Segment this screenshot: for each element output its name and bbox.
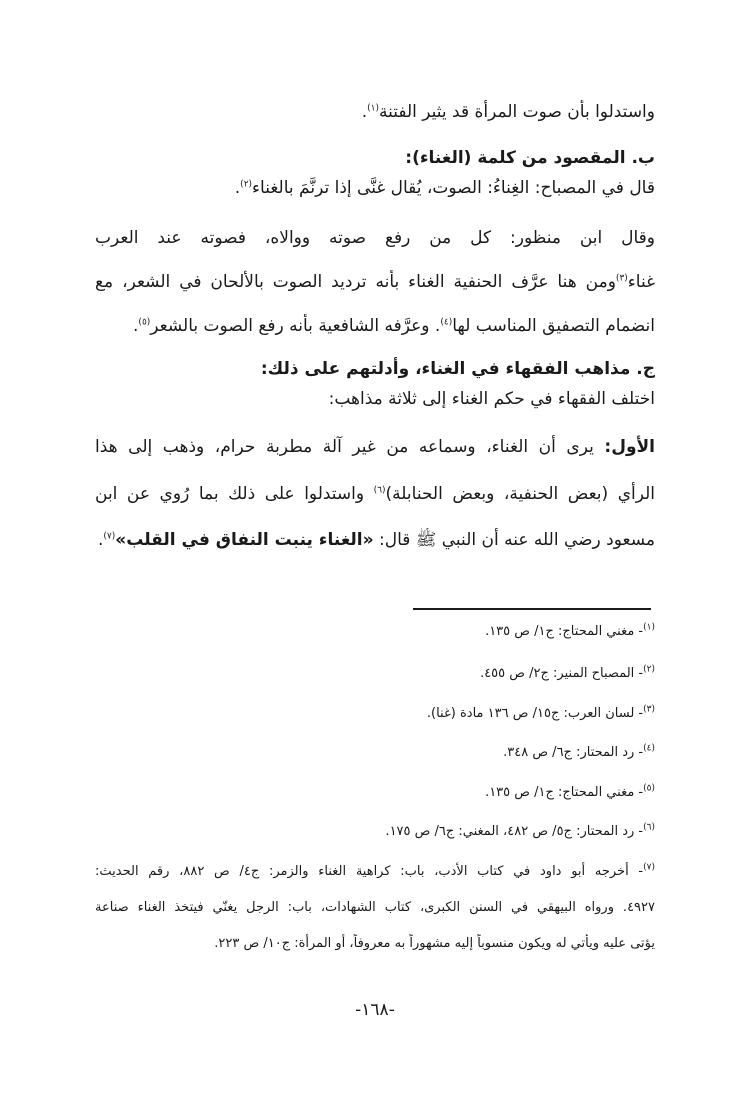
text: قال في المصباح: الغِناءُ: الصوت، يُقال غنَّى إذا ترنَّمَ بالغناء [252, 178, 655, 198]
footnote-text: - لسان العرب: ج١٥/ ص ١٣٦ مادة (غنا). [426, 706, 644, 721]
paragraph-line [95, 270, 655, 294]
footnote-text: - المصباح المنير: ج٢/ ص ٤٥٥. [480, 666, 644, 681]
text: . وعرَّفه الشافعية بأنه رفع الصوت بالشعر [150, 316, 441, 336]
hadith-quote: «الغناء ينبت النفاق في القلب» [115, 530, 374, 550]
paragraph-line: قال في المصباح: الغِناءُ: الصوت، يُقال غنَّى إذا ترنَّمَ بالغناء$^{(٢)}$. [234, 178, 655, 198]
text: ومن هنا عرَّف الحنفية الغناء بأنه ترديد الصوت بالألحان في الشعر، مع [95, 272, 616, 292]
footnote-num: (٧) [643, 862, 655, 873]
footnote-5 [95, 783, 655, 803]
footnote-6 [95, 822, 655, 842]
footnote-ref: (٦) [373, 485, 386, 496]
text: غناء [627, 272, 655, 292]
footnote-num: (٢) [643, 664, 655, 675]
paragraph-line: اختلف الفقهاء في حكم الغناء إلى ثلاثة مذاهب: [328, 389, 655, 409]
footnote-num: (١) [643, 622, 655, 633]
paragraph-line: واستدلوا بأن صوت المرأة قد يثير الفتنة$^{(١)}$. [361, 102, 655, 122]
footnote-text: - رد المحتار: ج٦/ ص ٣٤٨. [503, 745, 644, 760]
footnote-7 [95, 862, 655, 882]
text: انضمام التصفيق المناسب لها [452, 316, 655, 336]
footnote-ref: (٣) [615, 273, 628, 284]
footnote-ref: (٢) [240, 179, 253, 190]
paragraph-line: وقال ابن منظور: كل من رفع صوته ووالاه، فصوته عند العرب [95, 228, 655, 248]
footnote-7-continuation: يؤتى عليه ويأتي له ويكون منسوباً إليه مشهوراً به معروفاً، أو المرأة: ج١٠/ ص ٢٢٣. [214, 936, 655, 951]
paragraph-line: انضمام التصفيق المناسب لها$^{(٤)}$. وعرَّفه الشافعية بأنه رفع الصوت بالشعر$^{(٥)}$. [133, 316, 655, 336]
opinion-label: الأول: [604, 437, 655, 457]
footnote-text: - مغني المحتاج: ج١/ ص ١٣٥. [485, 624, 644, 639]
paragraph-line [95, 435, 655, 459]
footnote-text: - مغني المحتاج: ج١/ ص ١٣٥. [485, 785, 644, 800]
text: مسعود رضي الله عنه أن النبي ﷺ قال: [379, 530, 655, 550]
footnote-num: (٥) [643, 783, 655, 794]
paragraph-line: مسعود رضي الله عنه أن النبي ﷺ قال: «الغناء ينبت النفاق في القلب»$^{(٧)}$. [97, 530, 655, 550]
text: يرى أن الغناء، وسماعه من غير آلة مطربة حرام، وذهب إلى هذا [95, 437, 594, 457]
section-heading-j: ج. مذاهب الفقهاء في الغناء، وأدلتهم على ذلك: [260, 359, 655, 379]
footnote-2 [95, 664, 655, 684]
footnote-num: (٦) [643, 822, 655, 833]
footnote-4 [95, 743, 655, 763]
footnote-text: - أخرجه أبو داود في كتاب الأدب، باب: كراهية الغناء والزمر: ج٤/ ص ٨٨٢، رقم الحديث: [95, 864, 644, 879]
footnote-3 [95, 704, 655, 724]
page-number: -١٦٨- [355, 1000, 395, 1020]
footnote-ref: (٥) [138, 317, 151, 328]
section-heading-b: ب. المقصود من كلمة (الغناء): [405, 148, 655, 168]
footnote-ref: (٤) [440, 317, 453, 328]
footnote-1 [95, 622, 655, 642]
footnote-num: (٣) [643, 704, 655, 715]
footnote-separator [413, 608, 651, 610]
text: واستدلوا بأن صوت المرأة قد يثير الفتنة [379, 102, 655, 122]
footnote-7-continuation: ٤٩٢٧. ورواه البيهقي في السنن الكبرى، كتاب الشهادات، باب: الرجل يغنّي فيتخذ الغناء صناعة [95, 900, 655, 915]
footnote-ref: (٧) [103, 531, 116, 542]
footnote-num: (٤) [643, 743, 655, 754]
footnote-ref: (١) [367, 103, 379, 114]
text: الرأي (بعض الحنفية، وبعض الحنابلة) [385, 484, 655, 504]
text: واستدلوا على ذلك بما رُوي عن ابن [95, 484, 365, 504]
footnote-text: - رد المحتار: ج٥/ ص ٤٨٢، المغني: ج٦/ ص ١٧٥. [385, 824, 644, 839]
paragraph-line [95, 482, 655, 506]
